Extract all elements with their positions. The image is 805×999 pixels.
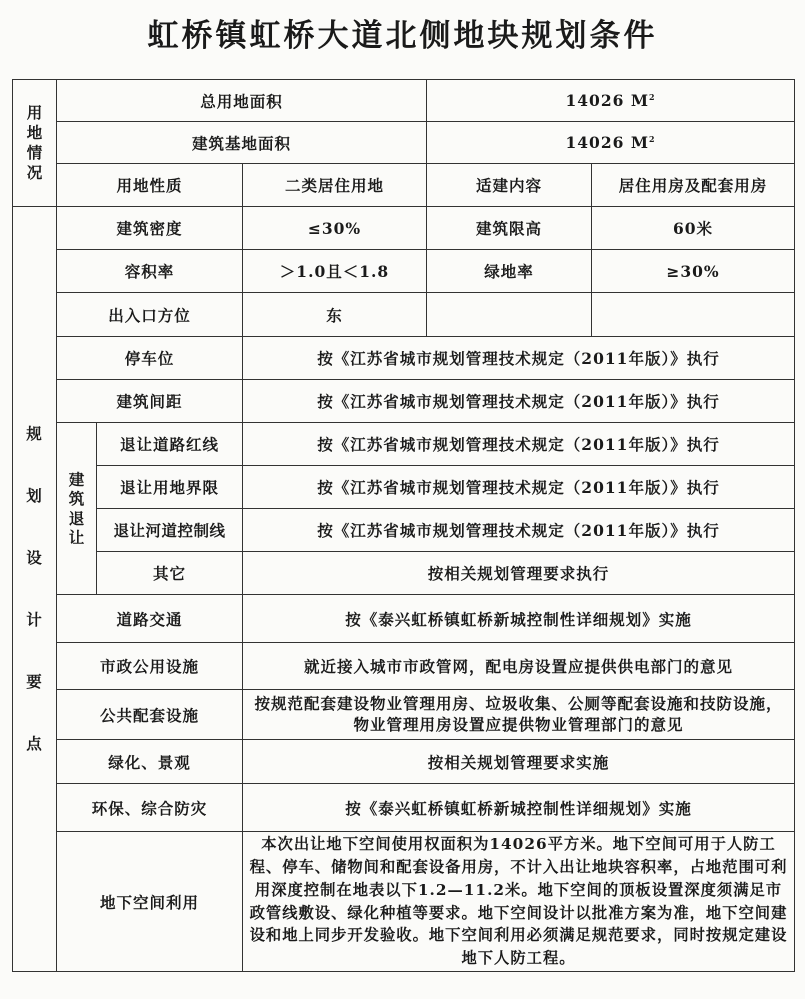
table-row (13, 552, 795, 595)
content-value: 居住用房及配套用房 (592, 164, 795, 207)
spacing-label: 建筑间距 (57, 380, 243, 423)
total-area-value: 14026 $M^2$ (427, 80, 795, 122)
public-label: 公共配套设施 (57, 690, 243, 740)
empty-cell (592, 293, 795, 337)
planning-conditions-table (12, 79, 795, 972)
table-row (13, 423, 795, 466)
content-label: 适建内容 (427, 164, 592, 207)
density-value: ≤30% (243, 207, 427, 250)
table-row (13, 337, 795, 380)
retreat-road-value: 按《江苏省城市规划管理技术规定（2011年版）》执行 (243, 423, 795, 466)
section-land-label: 用地情况 (13, 80, 57, 207)
entrance-label: 出入口方位 (57, 293, 243, 337)
table-row (13, 207, 795, 250)
greening-label: 绿化、景观 (57, 740, 243, 784)
public-value: 按规范配套建设物业管理用房、垃圾收集、公厕等配套设施和技防设施，物业管理用房设置应提供物业管理部门的意见 (243, 690, 795, 740)
height-label: 建筑限高 (427, 207, 592, 250)
retreat-river-value: 按《江苏省城市规划管理技术规定（2011年版）》执行 (243, 509, 795, 552)
table-row (13, 80, 795, 122)
table-row (13, 250, 795, 293)
table-row (13, 740, 795, 784)
retreat-label: 建筑退让 (57, 423, 97, 595)
other-value: 按相关规划管理要求执行 (243, 552, 795, 595)
env-value: 按《泰兴虹桥镇虹桥新城控制性详细规划》实施 (243, 784, 795, 832)
empty-cell (427, 293, 592, 337)
table-row (13, 380, 795, 423)
spacing-value: 按《江苏省城市规划管理技术规定（2011年版）》执行 (243, 380, 795, 423)
table-row (13, 164, 795, 207)
nature-label: 用地性质 (57, 164, 243, 207)
retreat-river-label: 退让河道控制线 (97, 509, 243, 552)
retreat-boundary-label: 退让用地界限 (97, 466, 243, 509)
height-value: 60米 (592, 207, 795, 250)
table-row (13, 509, 795, 552)
green-label: 绿地率 (427, 250, 592, 293)
nature-value: 二类居住用地 (243, 164, 427, 207)
table-row (13, 832, 795, 972)
retreat-road-label: 退让道路红线 (97, 423, 243, 466)
traffic-label: 道路交通 (57, 595, 243, 643)
total-area-label: 总用地面积 (57, 80, 427, 122)
table-row (13, 643, 795, 690)
table-row (13, 466, 795, 509)
building-area-value: 14026 $M^2$ (427, 122, 795, 164)
underground-value: 本次出让地下空间使用权面积为14026平方米。地下空间可用于人防工程、停车、储物间和配套设备用房，不计入出让地块容积率，占地范围可利用深度控制在地表以下1.2—11.2米。地下空间的顶板设置深度须满足市政管线敷设、绿化种植等要求。地下空间设计以批准方案为准，地下空间建设和地上同步开发验收。地下空间利用必须满足规范要求，同时按规定建设地下人防工程。 (243, 832, 795, 972)
table-row (13, 784, 795, 832)
parking-value: 按《江苏省城市规划管理技术规定（2011年版）》执行 (243, 337, 795, 380)
municipal-value: 就近接入城市市政管网，配电房设置应提供供电部门的意见 (243, 643, 795, 690)
other-label: 其它 (97, 552, 243, 595)
far-value: ＞1.0且＜1.8 (243, 250, 427, 293)
parking-label: 停车位 (57, 337, 243, 380)
traffic-value: 按《泰兴虹桥镇虹桥新城控制性详细规划》实施 (243, 595, 795, 643)
far-label: 容积率 (57, 250, 243, 293)
table-row (13, 293, 795, 337)
retreat-boundary-value: 按《江苏省城市规划管理技术规定（2011年版）》执行 (243, 466, 795, 509)
entrance-value: 东 (243, 293, 427, 337)
table-row (13, 690, 795, 740)
building-area-label: 建筑基地面积 (57, 122, 427, 164)
greening-value: 按相关规划管理要求实施 (243, 740, 795, 784)
underground-label: 地下空间利用 (57, 832, 243, 972)
table-row (13, 122, 795, 164)
table-row (13, 595, 795, 643)
density-label: 建筑密度 (57, 207, 243, 250)
green-value: ≥30% (592, 250, 795, 293)
env-label: 环保、综合防灾 (57, 784, 243, 832)
municipal-label: 市政公用设施 (57, 643, 243, 690)
page-title: 虹桥镇虹桥大道北侧地块规划条件 (147, 18, 658, 54)
section-plan-label: 规 划 设 计 要 点 (13, 207, 57, 972)
